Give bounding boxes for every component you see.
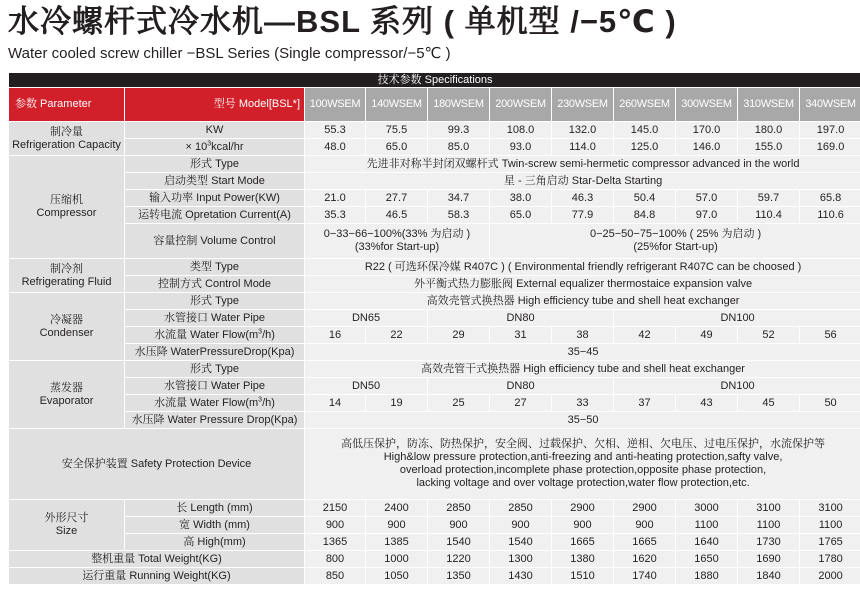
table-cell: 110.6 bbox=[800, 207, 860, 224]
table-cell: 1665 bbox=[552, 534, 614, 551]
model-header: 180WSEM bbox=[428, 88, 490, 122]
table-cell: 2150 bbox=[305, 500, 366, 517]
model-header: 310WSEM bbox=[738, 88, 800, 122]
safety-line: 高低压保护，防冻、防热保护，安全阀、过载保护、欠相、逆相、欠电压、过电压保护，水流保护等 bbox=[341, 438, 826, 450]
table-cell: 97.0 bbox=[676, 207, 738, 224]
table-cell: 1880 bbox=[676, 568, 738, 585]
row-label-part: /h) bbox=[262, 328, 275, 341]
table-cell: 1220 bbox=[428, 551, 490, 568]
table-cell: 56 bbox=[800, 327, 860, 344]
table-cell: 50 bbox=[800, 395, 860, 412]
table-cell: 55.3 bbox=[305, 122, 366, 139]
row-label: 水管接口 Water Pipe bbox=[125, 378, 305, 395]
table-cell: 2000 bbox=[800, 568, 860, 585]
table-cell: 2900 bbox=[552, 500, 614, 517]
table-cell: 114.0 bbox=[552, 139, 614, 156]
table-row bbox=[9, 156, 860, 173]
table-cell: 1100 bbox=[800, 517, 860, 534]
category-refrigeration bbox=[9, 122, 125, 156]
table-cell: 3000 bbox=[676, 500, 738, 517]
table-cell: 1365 bbox=[305, 534, 366, 551]
row-label bbox=[125, 139, 305, 156]
table-cell: 2400 bbox=[366, 500, 428, 517]
table-cell bbox=[490, 224, 860, 259]
row-label: 启动类型 Start Mode bbox=[125, 173, 305, 190]
table-cell: 31 bbox=[490, 327, 552, 344]
category-label-zh: 制冷量 bbox=[50, 125, 83, 138]
table-cell: 33 bbox=[552, 395, 614, 412]
table-row bbox=[9, 517, 860, 534]
table-cell: 93.0 bbox=[490, 139, 552, 156]
volume-b-line: (25%for Start-up) bbox=[633, 241, 718, 253]
table-cell: 110.4 bbox=[738, 207, 800, 224]
table-cell: 38 bbox=[552, 327, 614, 344]
row-label: 形式 Type bbox=[125, 293, 305, 310]
row-label: KW bbox=[125, 122, 305, 139]
volume-a-line: 0−33−66−100%(33% 为启动 ) bbox=[323, 228, 471, 240]
row-label: 类型 Type bbox=[125, 259, 305, 276]
safety-label: 安全保护装置 Safety Protection Device bbox=[9, 429, 305, 500]
table-cell: 46.5 bbox=[366, 207, 428, 224]
table-cell: 高效壳管干式换热器 High efficiency tube and shell heat exchanger bbox=[305, 361, 860, 378]
table-cell: 1350 bbox=[428, 568, 490, 585]
table-cell: 38.0 bbox=[490, 190, 552, 207]
safety-description bbox=[305, 429, 860, 500]
model-header: 100WSEM bbox=[305, 88, 366, 122]
row-label: 整机重量 Total Weight(KG) bbox=[9, 551, 305, 568]
table-row bbox=[9, 190, 860, 207]
table-row bbox=[9, 310, 860, 327]
table-cell: 180.0 bbox=[738, 122, 800, 139]
table-cell: 900 bbox=[428, 517, 490, 534]
table-cell: 900 bbox=[490, 517, 552, 534]
table-cell: 外平衡式热力膨胀阀 External equalizer thermostaice expansion valve bbox=[305, 276, 860, 293]
table-row bbox=[9, 224, 860, 259]
table-cell: 1620 bbox=[614, 551, 676, 568]
table-cell: DN100 bbox=[614, 378, 860, 395]
table-row bbox=[9, 139, 860, 156]
table-cell: 14 bbox=[305, 395, 366, 412]
row-label: 容量控制 Volume Control bbox=[125, 224, 305, 259]
table-cell: DN50 bbox=[305, 378, 428, 395]
table-cell: DN80 bbox=[428, 378, 614, 395]
table-cell: 29 bbox=[428, 327, 490, 344]
table-cell: 1430 bbox=[490, 568, 552, 585]
row-label-sup: 3 bbox=[258, 327, 263, 335]
category-label-en: Compressor bbox=[36, 207, 97, 219]
row-label bbox=[125, 395, 305, 412]
table-row bbox=[9, 276, 860, 293]
table-cell: 132.0 bbox=[552, 122, 614, 139]
category-label-en: Condenser bbox=[39, 326, 94, 339]
table-row bbox=[9, 500, 860, 517]
table-cell: 1380 bbox=[552, 551, 614, 568]
table-row bbox=[9, 378, 860, 395]
table-cell: DN65 bbox=[305, 310, 428, 327]
row-label: 运行重量 Running Weight(KG) bbox=[9, 568, 305, 585]
table-cell: 1540 bbox=[490, 534, 552, 551]
spec-header-row bbox=[9, 73, 860, 88]
table-cell: 65.0 bbox=[490, 207, 552, 224]
category-label-en: Refrigerating Fluid bbox=[21, 275, 112, 288]
row-label-sup: 3 bbox=[207, 139, 212, 147]
table-cell: R22 ( 可选环保冷媒 R407C ) ( Environmental friendly refrigerant R407C can be choosed ) bbox=[305, 259, 860, 276]
table-cell: 197.0 bbox=[800, 122, 860, 139]
safety-line: overload protection,incomplete phase protection,opposite phase protection, bbox=[399, 464, 767, 476]
model-header: 230WSEM bbox=[552, 88, 614, 122]
table-cell: DN80 bbox=[428, 310, 614, 327]
table-cell: 108.0 bbox=[490, 122, 552, 139]
volume-b-line: 0−25−50−75−100% ( 25% 为启动 ) bbox=[589, 228, 762, 240]
table-cell: 35−45 bbox=[305, 344, 860, 361]
volume-a-line: (33%for Start-up) bbox=[354, 241, 440, 253]
row-label-part: 水流量 Water Flow(m bbox=[154, 396, 259, 409]
table-cell: 58.3 bbox=[428, 207, 490, 224]
table-cell: 1300 bbox=[490, 551, 552, 568]
table-cell: 22 bbox=[366, 327, 428, 344]
table-row bbox=[9, 551, 860, 568]
table-cell: 77.9 bbox=[552, 207, 614, 224]
table-cell: 1690 bbox=[738, 551, 800, 568]
category-compressor bbox=[9, 156, 125, 259]
table-row bbox=[9, 412, 860, 429]
table-cell: 42 bbox=[614, 327, 676, 344]
table-cell: 27.7 bbox=[366, 190, 428, 207]
row-label: 宽 Width (mm) bbox=[125, 517, 305, 534]
category-label-en: Refrigeration Capacity bbox=[12, 138, 121, 151]
table-cell: 3100 bbox=[738, 500, 800, 517]
table-row bbox=[9, 429, 860, 500]
table-cell: 1640 bbox=[676, 534, 738, 551]
table-row bbox=[9, 395, 860, 412]
table-cell: 2850 bbox=[428, 500, 490, 517]
category-label-zh: 外形尺寸 bbox=[44, 512, 89, 524]
table-cell: 1840 bbox=[738, 568, 800, 585]
table-cell: 125.0 bbox=[614, 139, 676, 156]
table-cell: 1730 bbox=[738, 534, 800, 551]
safety-line: High&low pressure protection,anti-freezing and anti-heating protection,safty valve, bbox=[383, 451, 783, 463]
table-cell: 59.7 bbox=[738, 190, 800, 207]
category-refrigerant bbox=[9, 259, 125, 293]
table-cell: 65.8 bbox=[800, 190, 860, 207]
table-cell: 星 - 三角启动 Star-Delta Starting bbox=[305, 173, 860, 190]
table-cell: 1665 bbox=[614, 534, 676, 551]
category-label-zh: 蒸发器 bbox=[50, 381, 83, 394]
table-cell: 800 bbox=[305, 551, 366, 568]
table-cell: 43 bbox=[676, 395, 738, 412]
table-cell: 1540 bbox=[428, 534, 490, 551]
row-label: 形式 Type bbox=[125, 156, 305, 173]
table-cell: 1780 bbox=[800, 551, 860, 568]
row-label: 运转电流 Opretation Current(A) bbox=[125, 207, 305, 224]
table-cell: 45 bbox=[738, 395, 800, 412]
table-cell: 1385 bbox=[366, 534, 428, 551]
page-title: 水冷螺杆式冷水机—BSL 系列 ( 单机型 /−5℃ ) bbox=[8, 4, 677, 39]
table-cell: 146.0 bbox=[676, 139, 738, 156]
spec-header: 技术参数 Specifications bbox=[9, 73, 860, 88]
row-label: 水管接口 Water Pipe bbox=[125, 310, 305, 327]
row-label: 高 High(mm) bbox=[125, 534, 305, 551]
category-label-zh: 冷凝器 bbox=[50, 313, 83, 326]
table-row bbox=[9, 327, 860, 344]
model-label: 型号 Model[BSL*] bbox=[125, 88, 305, 122]
table-row bbox=[9, 344, 860, 361]
table-cell: 高效壳管式换热器 High efficiency tube and shell heat exchanger bbox=[305, 293, 860, 310]
model-header: 260WSEM bbox=[614, 88, 676, 122]
row-label: 长 Length (mm) bbox=[125, 500, 305, 517]
table-cell: 25 bbox=[428, 395, 490, 412]
table-cell: 35.3 bbox=[305, 207, 366, 224]
table-cell: 27 bbox=[490, 395, 552, 412]
table-cell: 3100 bbox=[800, 500, 860, 517]
model-header: 200WSEM bbox=[490, 88, 552, 122]
model-header: 340WSEM bbox=[800, 88, 860, 122]
table-cell: 1510 bbox=[552, 568, 614, 585]
row-label: 控制方式 Control Mode bbox=[125, 276, 305, 293]
table-cell: 169.0 bbox=[800, 139, 860, 156]
table-cell: 46.3 bbox=[552, 190, 614, 207]
category-evaporator bbox=[9, 361, 125, 429]
table-cell: 145.0 bbox=[614, 122, 676, 139]
table-row bbox=[9, 361, 860, 378]
category-condenser bbox=[9, 293, 125, 361]
row-label: 输入功率 Input Power(KW) bbox=[125, 190, 305, 207]
row-label-part: /h) bbox=[262, 396, 275, 409]
table-cell: 34.7 bbox=[428, 190, 490, 207]
table-cell: 2900 bbox=[614, 500, 676, 517]
table-cell: 1050 bbox=[366, 568, 428, 585]
table-cell: 49 bbox=[676, 327, 738, 344]
table-cell: 16 bbox=[305, 327, 366, 344]
row-label: 水压降 WaterPressureDrop(Kpa) bbox=[125, 344, 305, 361]
category-label-zh: 制冷剂 bbox=[50, 262, 83, 275]
category-size bbox=[9, 500, 125, 551]
category-label-en: Evaporator bbox=[39, 394, 94, 407]
table-row bbox=[9, 259, 860, 276]
table-cell: 21.0 bbox=[305, 190, 366, 207]
table-cell: 900 bbox=[614, 517, 676, 534]
safety-line: lacking voltage and over voltage protection,water flow protection,etc. bbox=[416, 477, 750, 489]
row-label bbox=[125, 327, 305, 344]
table-cell: 1765 bbox=[800, 534, 860, 551]
table-row bbox=[9, 207, 860, 224]
table-cell: 37 bbox=[614, 395, 676, 412]
table-cell: 900 bbox=[305, 517, 366, 534]
table-cell: 48.0 bbox=[305, 139, 366, 156]
table-row bbox=[9, 534, 860, 551]
table-cell: 170.0 bbox=[676, 122, 738, 139]
table-cell: 155.0 bbox=[738, 139, 800, 156]
row-label-part: 水流量 Water Flow(m bbox=[154, 328, 259, 341]
table-cell: 2850 bbox=[490, 500, 552, 517]
table-row bbox=[9, 122, 860, 139]
table-cell bbox=[305, 224, 490, 259]
table-cell: DN100 bbox=[614, 310, 860, 327]
row-label-sup: 3 bbox=[258, 395, 263, 403]
row-label-part: × 10 bbox=[185, 140, 208, 153]
table-cell: 1100 bbox=[676, 517, 738, 534]
table-cell: 85.0 bbox=[428, 139, 490, 156]
table-cell: 850 bbox=[305, 568, 366, 585]
table-cell: 35−50 bbox=[305, 412, 860, 429]
model-row bbox=[9, 88, 860, 122]
table-row bbox=[9, 173, 860, 190]
table-cell: 1000 bbox=[366, 551, 428, 568]
page-subtitle: Water cooled screw chiller −BSL Series (Single compressor/−5℃ ) bbox=[8, 45, 451, 62]
table-cell: 1100 bbox=[738, 517, 800, 534]
category-label-zh: 压缩机 bbox=[50, 194, 83, 206]
table-cell: 52 bbox=[738, 327, 800, 344]
model-header: 300WSEM bbox=[676, 88, 738, 122]
table-cell: 50.4 bbox=[614, 190, 676, 207]
table-cell: 84.8 bbox=[614, 207, 676, 224]
table-cell: 99.3 bbox=[428, 122, 490, 139]
row-label-part: kcal/hr bbox=[211, 140, 244, 153]
category-label-en: Size bbox=[55, 525, 78, 537]
table-cell: 900 bbox=[552, 517, 614, 534]
table-cell: 900 bbox=[366, 517, 428, 534]
table-cell: 19 bbox=[366, 395, 428, 412]
row-label: 水压降 Water Pressure Drop(Kpa) bbox=[125, 412, 305, 429]
spec-table bbox=[8, 72, 860, 585]
table-row bbox=[9, 568, 860, 585]
table-cell: 65.0 bbox=[366, 139, 428, 156]
param-label: 参数 Parameter bbox=[9, 88, 125, 122]
table-cell: 先进非对称半封闭双螺杆式 Twin-screw semi-hermetic compressor advanced in the world bbox=[305, 156, 860, 173]
table-row bbox=[9, 293, 860, 310]
table-cell: 1740 bbox=[614, 568, 676, 585]
model-header: 140WSEM bbox=[366, 88, 428, 122]
table-cell: 75.5 bbox=[366, 122, 428, 139]
table-cell: 1650 bbox=[676, 551, 738, 568]
row-label: 形式 Type bbox=[125, 361, 305, 378]
table-cell: 57.0 bbox=[676, 190, 738, 207]
